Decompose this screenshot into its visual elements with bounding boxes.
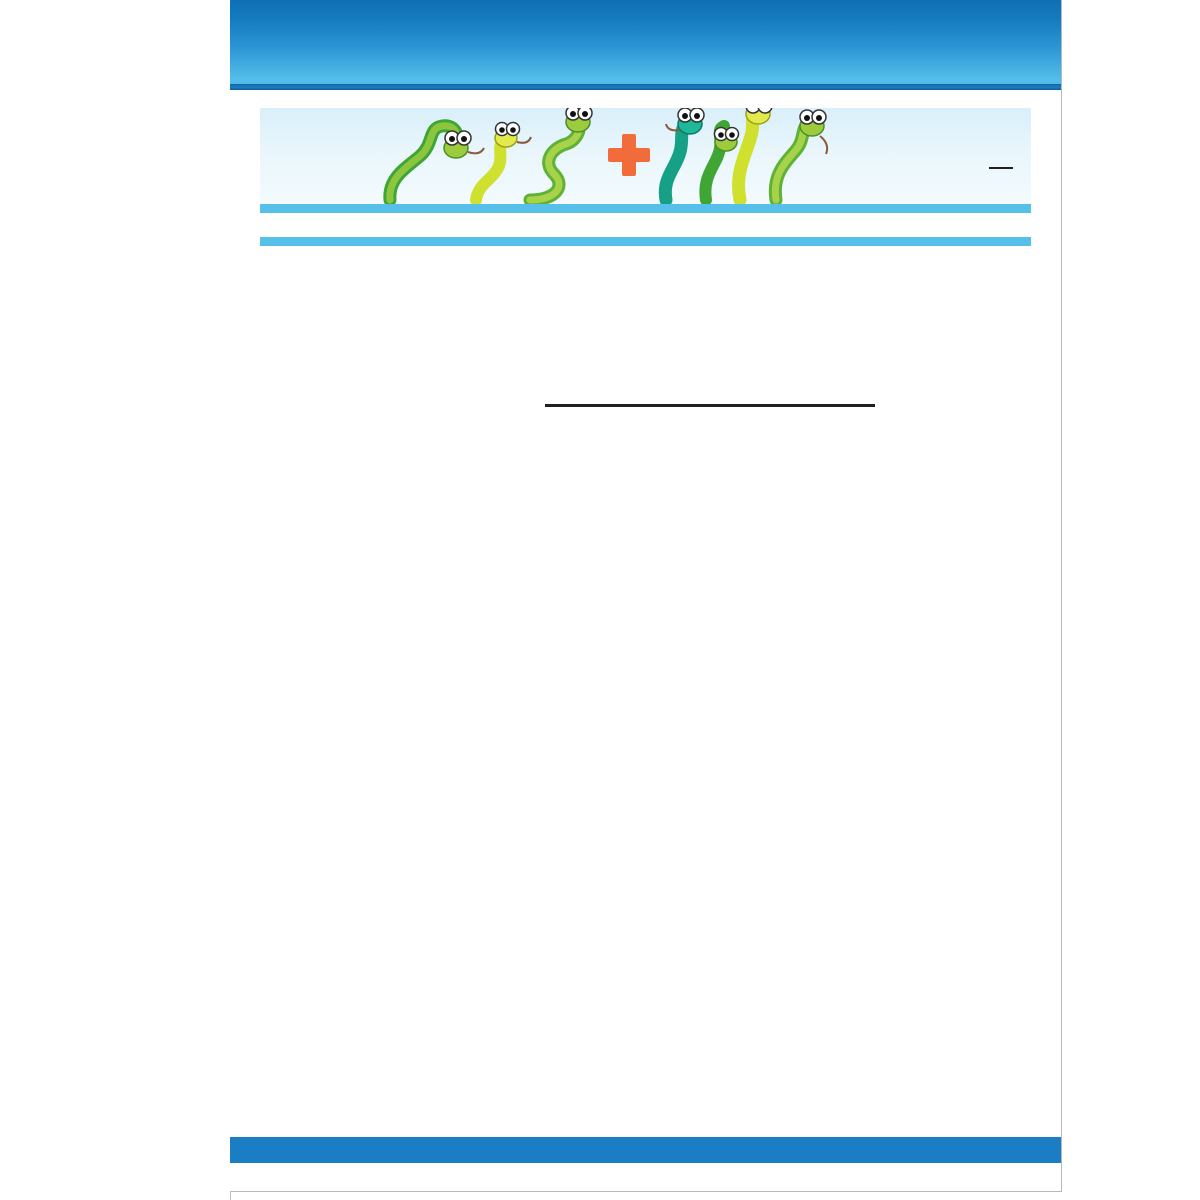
example-panel (260, 108, 1031, 204)
workbook-page (230, 0, 1062, 1192)
snake-left-group (390, 108, 592, 200)
spiral-binding (0, 0, 240, 1200)
page-body (230, 108, 1061, 412)
page-header-banner (230, 0, 1061, 90)
example-underline-bar (260, 204, 1031, 213)
plus-sign-icon (608, 134, 650, 176)
butterfly-illustration (310, 254, 540, 404)
example-equation (989, 134, 1013, 167)
snake-group-svg (380, 108, 900, 204)
section-divider-bar (260, 237, 1031, 246)
example-answer (989, 134, 1013, 169)
question-10-answer-line[interactable] (545, 404, 875, 407)
question-10 (260, 254, 1031, 412)
snake-right-group (665, 108, 827, 200)
page-footer (230, 1137, 1061, 1163)
example-snake-illustration (380, 108, 900, 204)
